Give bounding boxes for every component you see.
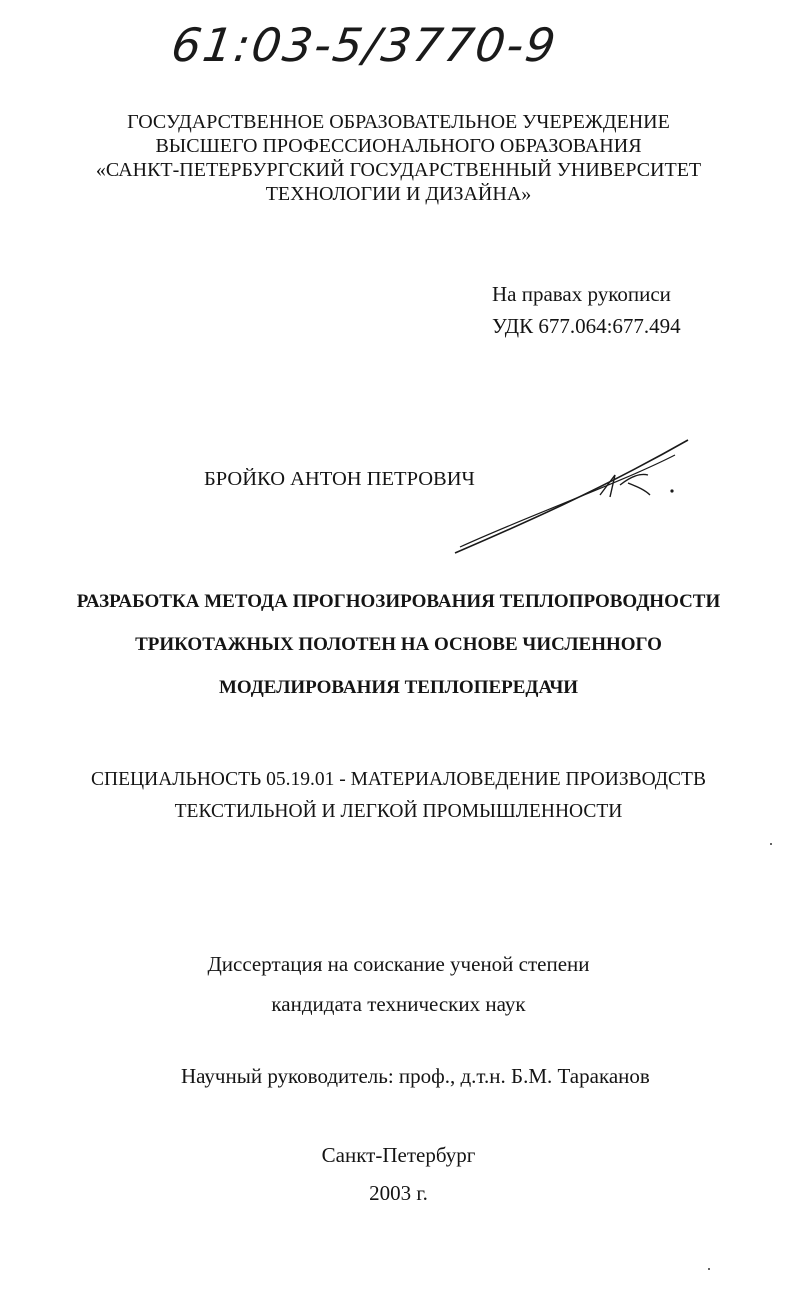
degree-line: Диссертация на соискание ученой степени: [207, 952, 590, 976]
scientific-supervisor: Научный руководитель: проф., д.т.н. Б.М. Тараканов: [181, 1064, 650, 1088]
year: 2003 г.: [369, 1181, 428, 1205]
title-line: ТРИКОТАЖНЫХ ПОЛОТЕН НА ОСНОВЕ ЧИСЛЕННОГО: [135, 634, 662, 655]
place: Санкт-Петербург: [321, 1143, 476, 1167]
place-and-year: [0, 1136, 797, 1212]
organization-line: ГОСУДАРСТВЕННОЕ ОБРАЗОВАТЕЛЬНОЕ УЧЕРЕЖДЕНИЕ: [127, 111, 670, 133]
specialty-line: ТЕКСТИЛЬНОЙ И ЛЕГКОЙ ПРОМЫШЛЕННОСТИ: [174, 801, 623, 822]
manuscript-rights: На правах рукописи: [492, 282, 671, 306]
udc-code: УДК 677.064:677.494: [492, 314, 681, 338]
organization-line: «САНКТ-ПЕТЕРБУРГСКИЙ ГОСУДАРСТВЕННЫЙ УНИВЕРСИТЕТ: [95, 159, 702, 181]
specialty-block: [0, 764, 797, 828]
dissertation-title: [0, 580, 797, 709]
organization-line: ТЕХНОЛОГИИ И ДИЗАЙНА»: [265, 183, 532, 205]
scan-speck: [770, 843, 772, 845]
organization-line: ВЫСШЕГО ПРОФЕССИОНАЛЬНОГО ОБРАЗОВАНИЯ: [155, 135, 642, 157]
author-name: БРОЙКО АНТОН ПЕТРОВИЧ: [204, 468, 475, 490]
scan-speck: [708, 1268, 710, 1270]
degree-block: [0, 944, 797, 1024]
title-line: МОДЕЛИРОВАНИЯ ТЕПЛОПЕРЕДАЧИ: [218, 677, 579, 698]
manuscript-rights-block: [492, 278, 681, 342]
handwritten-archive-number: 61:03-5/3770-9: [168, 18, 561, 72]
specialty-line: СПЕЦИАЛЬНОСТЬ 05.19.01 - МАТЕРИАЛОВЕДЕНИЕ ПРОИЗВОДСТВ: [91, 769, 706, 790]
organization-heading: [0, 110, 797, 206]
degree-line: кандидата технических наук: [271, 992, 526, 1016]
title-line: РАЗРАБОТКА МЕТОДА ПРОГНОЗИРОВАНИЯ ТЕПЛОПРОВОДНОСТИ: [76, 591, 721, 612]
signature-icon: [450, 435, 700, 565]
